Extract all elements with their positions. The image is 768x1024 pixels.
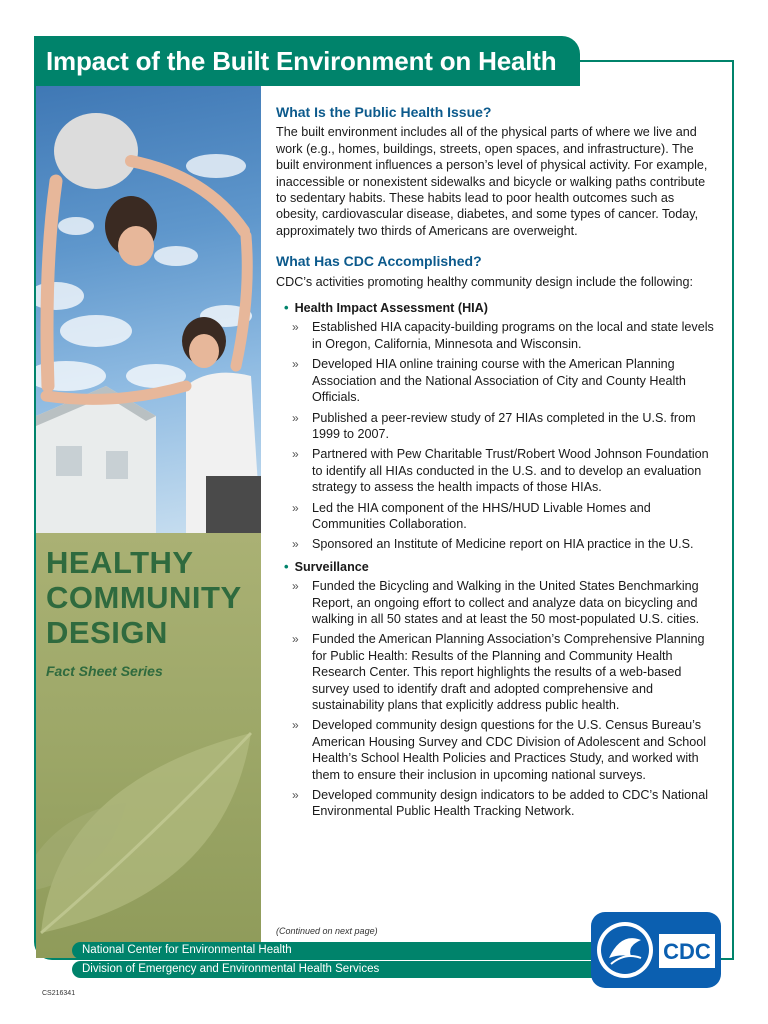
bullet-dot: • [284,300,289,316]
sub-item [292,578,716,627]
sub-marker: » [292,500,299,515]
page-title: Impact of the Built Environment on Health [46,45,557,76]
sub-marker: » [292,537,299,552]
cover-photo [36,86,261,533]
section-paragraph: CDC’s activities promoting healthy community design include the following: [276,274,693,289]
bullet-title: Surveillance [294,559,369,574]
sub-item [292,536,716,552]
title-bar [34,36,580,86]
bullet-group [276,559,716,820]
sub-marker: » [292,579,299,594]
sub-item-text: Sponsored an Institute of Medicine report on HIA practice in the U.S. [312,537,694,552]
frame-top-line [580,60,734,62]
main-content [276,104,716,826]
footer-division-name: Division of Emergency and Environmental Health Services [72,961,602,978]
sub-item-text: Partnered with Pew Charitable Trust/Robert Wood Johnson Foundation to identify all HIAs conducted in the U.S. and to develop an evaluation strategy to assess the health impacts of those HIAs. [312,447,709,495]
footer-center-name: National Center for Environmental Health [72,942,602,959]
bullet-heading [284,559,716,575]
sub-item [292,500,716,533]
continued-note: (Continued on next page) [276,926,378,936]
sub-item-text: Developed community design indicators to be added to CDC’s National Environmental Public Health Tracking Network. [312,788,708,819]
section-paragraph: The built environment includes all of the physical parts of where we live and work (e.g., homes, buildings, streets, open spaces, and infrastructure). The built environment influences a person’s level of physical activity. For example, inaccessible or nonexistent sidewalks and bicycle or walking paths contribute to sedentary habits. These habits lead to poor health outcomes such as obesity, cardiovascular disease, diabetes, and some types of cancer. Today, approximately two thirds of Americans are overweight. [276,125,708,238]
sub-marker: » [292,410,299,425]
sub-item [292,319,716,352]
series-subtitle: Fact Sheet Series [46,663,163,679]
sub-marker: » [292,632,299,647]
sub-list [276,319,716,552]
sub-marker: » [292,447,299,462]
bullet-heading [284,300,716,316]
document-id: CS216341 [42,990,76,997]
left-column [36,86,261,958]
sub-list [276,578,716,820]
sub-marker: » [292,320,299,335]
sub-item [292,446,716,495]
cdc-logo-text: CDC [663,939,711,964]
sub-item-text: Developed community design questions for the U.S. Census Bureau’s American Housing Survey and CDC Division of Adolescent and School Health’s School Health Policies and Practices Study, and worked with them to ensure their inclusion in upcoming national surveys. [312,718,707,782]
section-heading: What Has CDC Accomplished? [276,253,482,270]
sub-marker: » [292,718,299,733]
sub-item [292,356,716,405]
sub-item-text: Funded the American Planning Association’s Comprehensive Planning for Public Health: Results of the Planning and Community Health Research Center. This report highlights the results of a web-based survey used to identify draft and adopted comprehensive and sustainability plans that explicitly address public health. [312,632,705,712]
series-title-line: COMMUNITY [46,580,242,615]
bullet-title: Health Impact Assessment (HIA) [294,301,488,316]
cdc-logo [591,912,721,988]
series-brand-panel [36,533,261,958]
leaf-icon [36,693,261,958]
children-playing-illustration [36,86,261,533]
series-title-line: DESIGN [46,615,168,650]
sub-item-text: Funded the Bicycling and Walking in the United States Benchmarking Report, an ongoing effort to collect and analyze data on bicycling and walking in all 50 states and at least the 50 most-populated U.S. cities. [312,579,700,626]
series-title [46,545,242,650]
sub-item [292,787,716,820]
bullet-group [276,300,716,553]
sub-item [292,631,716,713]
series-title-line: HEALTHY [46,545,194,580]
sub-item-text: Developed HIA online training course with the American Planning Association and the National Association of City and County Health Officials. [312,357,686,405]
accomplishments-list [276,300,716,820]
sub-item-text: Established HIA capacity-building programs on the local and state levels in Oregon, California, Minnesota and Wisconsin. [312,320,714,351]
sub-item [292,717,716,783]
sub-item [292,410,716,443]
sub-marker: » [292,788,299,803]
section-heading: What Is the Public Health Issue? [276,104,492,120]
sub-item-text: Published a peer-review study of 27 HIAs completed in the U.S. from 1999 to 2007. [312,410,696,441]
sub-marker: » [292,357,299,372]
sub-item-text: Led the HIA component of the HHS/HUD Livable Homes and Communities Collaboration. [312,500,651,531]
bullet-dot: • [284,558,289,574]
